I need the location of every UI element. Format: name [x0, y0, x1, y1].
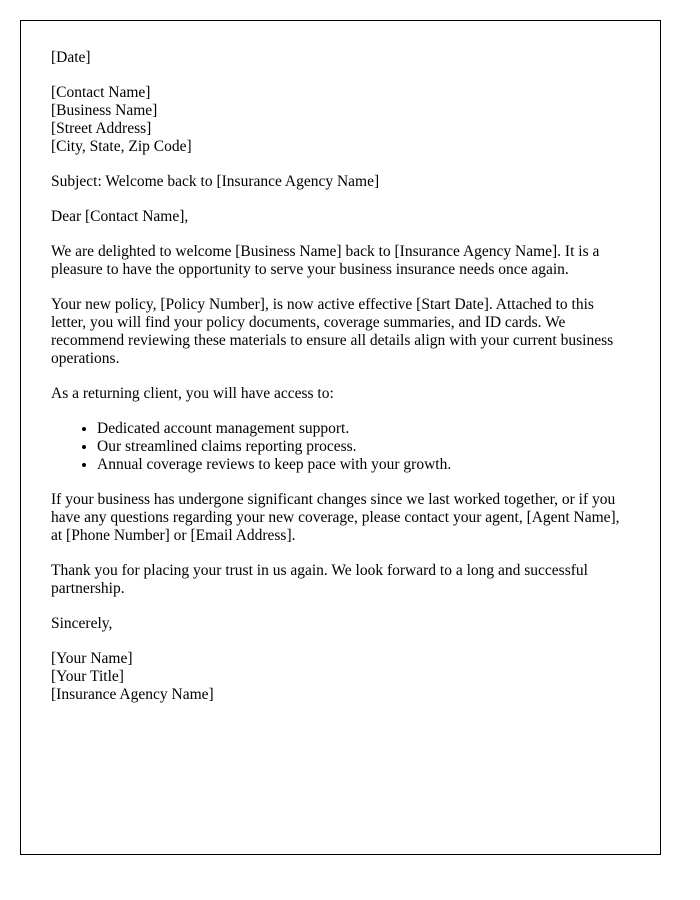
recipient-contact-name: [Contact Name] [51, 84, 151, 101]
recipient-business-name: [Business Name] [51, 102, 158, 119]
paragraph-policy: Your new policy, [Policy Number], is now active effective [Start Date]. Attached to this letter, you will find your policy documents, coverage summaries, and ID cards. We recommend reviewing these materials to ensure all details align with your current business operations. [51, 296, 614, 367]
paragraph-welcome: We are delighted to welcome [Business Name] back to [Insurance Agency Name]. It is a pleasure to have the opportunity to serve your business insurance needs once again. [51, 243, 600, 278]
benefit-item-coverage-reviews: • Annual coverage reviews to keep pace with your growth. [97, 456, 630, 474]
closing: Sincerely, [51, 615, 113, 632]
recipient-street-address: [Street Address] [51, 120, 152, 137]
paragraph-thank-you: Thank you for placing your trust in us again. We look forward to a long and successful partnership. [51, 562, 588, 597]
subject-line: Subject: Welcome back to [Insurance Agency Name] [51, 173, 380, 190]
signature-block [51, 650, 630, 704]
salutation: Dear [Contact Name], [51, 208, 189, 225]
signature-name: [Your Name] [51, 650, 133, 667]
benefit-item-claims-reporting: • Our streamlined claims reporting process. [97, 438, 630, 456]
paragraph-benefits-intro: As a returning client, you will have access to: [51, 385, 334, 402]
paragraph-contact-agent: If your business has undergone significant changes since we last worked together, or if you have any questions regarding your new coverage, please contact your agent, [Agent Name], at [Phone Number] or [Email Address]. [51, 491, 620, 544]
signature-title: [Your Title] [51, 668, 124, 685]
signature-agency: [Insurance Agency Name] [51, 686, 214, 703]
benefits-list [51, 420, 630, 474]
benefit-item-account-management: • Dedicated account management support. [97, 420, 630, 438]
date-line: [Date] [51, 49, 91, 66]
letter-page [20, 20, 661, 855]
recipient-block [51, 84, 630, 156]
recipient-city-state-zip: [City, State, Zip Code] [51, 138, 192, 155]
